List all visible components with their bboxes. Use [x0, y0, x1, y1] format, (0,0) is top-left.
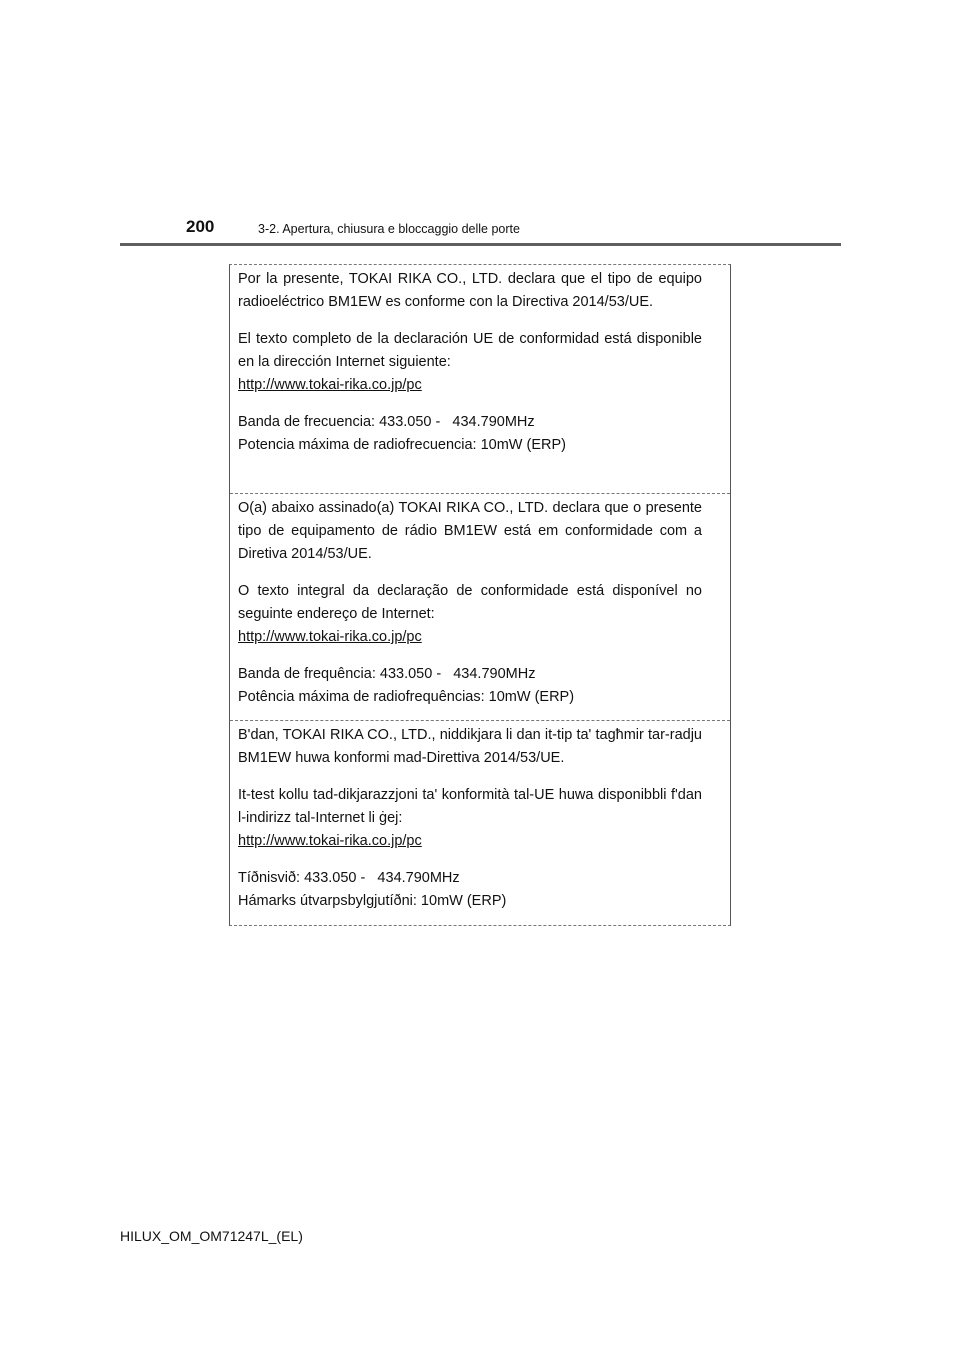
- frequency-band: Banda de frequência: 433.050 - 434.790MHz: [238, 666, 536, 682]
- frequency-band: Tíðnisvið: 433.050 - 434.790MHz: [238, 870, 460, 886]
- frequency-band: Banda de frecuencia: 433.050 - 434.790MHz: [238, 414, 535, 430]
- availability-text: It-test kollu tad-dikjarazzjoni ta' konformità tal-UE huwa disponibbli f'dan l-indirizz tal-Internet li ġej:: [238, 787, 702, 826]
- page-header: [0, 0, 960, 250]
- max-power: Potencia máxima de radiofrecuencia: 10mW (ERP): [238, 437, 566, 453]
- availability-text: O texto integral da declaração de conformidade está disponível no seguinte endereço de Internet:: [238, 583, 702, 622]
- declaration-availability: [238, 580, 702, 649]
- document-code: HILUX_OM_OM71247L_(EL): [120, 1228, 303, 1244]
- declaration-spanish: [230, 265, 730, 493]
- declaration-availability: [238, 784, 702, 853]
- header-divider: [120, 243, 841, 246]
- declaration-specs: [238, 867, 702, 913]
- declaration-url-link[interactable]: http://www.tokai-rika.co.jp/pc: [238, 833, 422, 849]
- declaration-box: [229, 264, 731, 926]
- availability-text: El texto completo de la declaración UE de conformidad está disponible en la dirección Internet siguiente:: [238, 331, 702, 370]
- declaration-portuguese: [230, 493, 730, 720]
- declaration-statement: Por la presente, TOKAI RIKA CO., LTD. declara que el tipo de equipo radioeléctrico BM1EW es conforme con la Directiva 2014/53/UE.: [238, 271, 702, 310]
- declaration-statement: B'dan, TOKAI RIKA CO., LTD., niddikjara li dan it-tip ta' tagħmir tar-radju BM1EW huwa konformi mad-Direttiva 2014/53/UE.: [238, 727, 702, 766]
- declaration-specs: [238, 663, 702, 709]
- page-number: 200: [186, 217, 215, 236]
- declaration-specs: [238, 411, 702, 457]
- max-power: Potência máxima de radiofrequências: 10mW (ERP): [238, 689, 575, 705]
- max-power: Hámarks útvarpsbylgjutíðni: 10mW (ERP): [238, 893, 507, 909]
- section-title: 3-2. Apertura, chiusura e bloccaggio delle porte: [258, 222, 520, 236]
- declaration-statement: O(a) abaixo assinado(a) TOKAI RIKA CO., LTD. declara que o presente tipo de equipamento de rádio BM1EW está em conformidade com a Diretiva 2014/53/UE.: [238, 500, 702, 562]
- declaration-url-link[interactable]: http://www.tokai-rika.co.jp/pc: [238, 377, 422, 393]
- declaration-maltese: [230, 720, 730, 925]
- declaration-availability: [238, 328, 702, 397]
- declaration-url-link[interactable]: http://www.tokai-rika.co.jp/pc: [238, 629, 422, 645]
